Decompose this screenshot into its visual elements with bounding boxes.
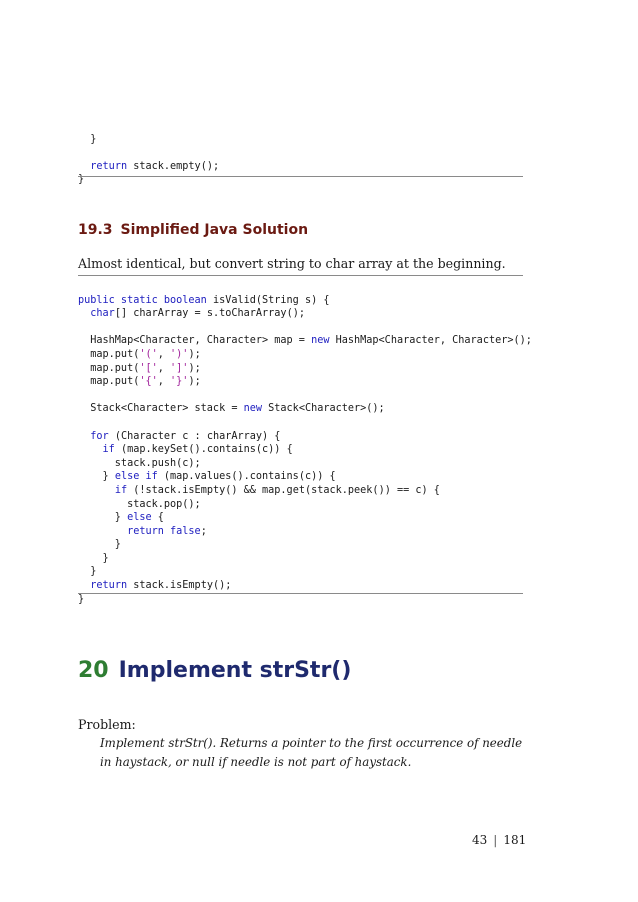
code-line: } else if (map.values().contains(c)) {: [78, 471, 336, 483]
code-line: map.put('(', ')');: [78, 348, 201, 360]
code-line: stack.push(c);: [78, 457, 201, 469]
code-line: } else {: [78, 512, 164, 524]
code-top-rule: [78, 275, 523, 276]
code-line: stack.pop();: [78, 498, 201, 510]
code-line: return stack.isEmpty();: [90, 580, 232, 592]
problem-label: Problem:: [78, 717, 136, 732]
section-title: Simplified Java Solution: [120, 222, 309, 238]
chapter-title: Implement strStr(): [118, 658, 352, 683]
code-line: }: [78, 593, 85, 605]
code-line: }: [78, 539, 121, 551]
chapter-heading: [78, 658, 351, 683]
code-bottom-rule: [78, 593, 523, 594]
code-fragment-top: [78, 119, 219, 201]
code-line: map.put('{', '}');: [78, 376, 201, 388]
code-line: if (map.keySet().contains(c)) {: [102, 444, 293, 456]
code-line: if (!stack.isEmpty() && map.get(stack.peek()) == c) {: [114, 484, 440, 496]
section-heading: [78, 222, 308, 238]
code-line: return stack.empty();: [90, 160, 220, 172]
code-line: HashMap<Character, Character> map = new HashMap<Character, Character>();: [78, 335, 532, 347]
page-current: 43: [472, 833, 488, 847]
code-bottom-rule: [78, 176, 523, 177]
code-listing: [78, 280, 532, 620]
section-intro: Almost identical, but convert string to char array at the beginning.: [78, 256, 506, 271]
code-line: Stack<Character> stack = new Stack<Character>();: [78, 403, 385, 415]
problem-statement: Implement strStr(). Returns a pointer to the first occurrence of needle in haystack, or null if needle is not part of haystack.: [100, 736, 523, 769]
code-line: }: [78, 552, 109, 564]
code-line: }: [78, 174, 85, 186]
code-line: char[] charArray = s.toCharArray();: [90, 308, 305, 320]
chapter-number: 20: [78, 658, 109, 683]
code-line: public static boolean isValid(String s) {: [78, 294, 330, 306]
page-total: 181: [503, 833, 527, 847]
page-number: [472, 833, 526, 847]
section-number: 19.3: [78, 222, 113, 238]
code-line: return false;: [127, 525, 207, 537]
code-line: for (Character c : charArray) {: [90, 430, 281, 442]
code-line: map.put('[', ']');: [78, 362, 201, 374]
code-line: }: [90, 133, 97, 145]
page-separator: |: [493, 833, 498, 847]
code-line: }: [78, 566, 97, 578]
